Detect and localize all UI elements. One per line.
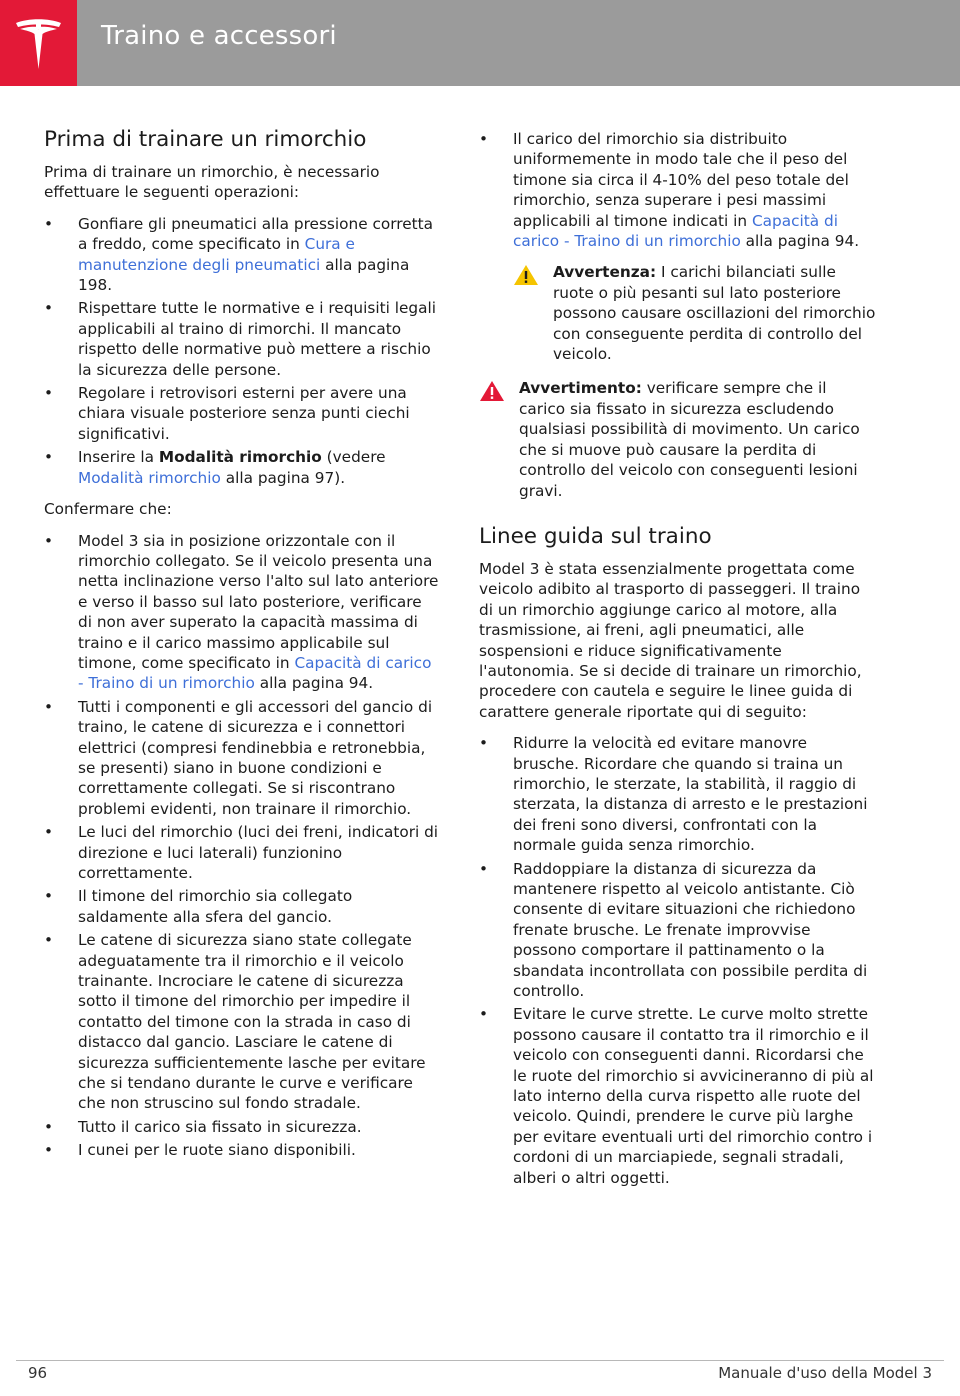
tire-care-link[interactable]: Cura e manutenzione degli pneumatici <box>78 235 355 274</box>
list-item: • Il timone del rimorchio sia collegato saldamente alla sfera del gancio. <box>44 886 439 927</box>
intro-paragraph: Prima di trainare un rimorchio, è necessario effettuare le seguenti operazioni: <box>44 163 380 202</box>
list-item: • Gonfiare gli pneumatici alla pressione corretta a freddo, come specificato in Cura e manutenzione degli pneumatici alla pagina 198. <box>44 214 439 296</box>
load-capacity-link[interactable]: Capacità di carico - Traino di un rimorchio <box>513 211 838 251</box>
list-item: • Tutto il carico sia fissato in sicurezza. <box>44 1117 439 1137</box>
list-item: • Inserire la Modalità rimorchio (vedere Modalità rimorchio alla pagina 97). <box>44 447 439 488</box>
list-item: • I cunei per le ruote siano disponibili. <box>44 1140 439 1160</box>
warning-text: Avvertimento: verificare sempre che il carico sia fissato in sicurezza escludendo qualsiasi possibilità di movimento. Un carico che si muove può causare la perdita di controllo del veicolo con conseguenti lesioni gravi. <box>519 379 860 500</box>
caution-text: Avvertenza: I carichi bilanciati sulle ruote o più pesanti sul lato posteriore possono causare oscillazioni del rimorchio con conseguente perdita di controllo del veicolo. <box>553 263 876 364</box>
confirm-list <box>44 531 439 1161</box>
list-item: • Raddoppiare la distanza di sicurezza da mantenere rispetto al veicolo antistante. Ciò consente di evitare situazioni che richiedono frenate brusche. Le frenate improvvise possono comportare il pattinamento o la sbandata incontrollata con possibile perdita di controllo. <box>479 859 877 1002</box>
brand-logo <box>0 0 77 86</box>
page-title: Traino e accessori <box>101 21 337 51</box>
guidelines-list <box>479 733 877 1188</box>
list-item: • Le catene di sicurezza siano state collegate adeguatamente tra il rimorchio e il veicolo trainante. Incrociare le catene di sicurezza sotto il timone del rimorchio per impedire il contatto del timone con la strada in caso di distacco dal gancio. Lasciare le catene di sicurezza sufficientemente lasche per evitare che si tendano durante le curve e verificare che non struscino sul fondo stradale. <box>44 930 439 1114</box>
list-item: • Model 3 sia in posizione orizzontale con il rimorchio collegato. Se il veicolo presenta una netta inclinazione verso l'alto sul lato anteriore e verso il basso sul lato posteriore, verificare di non aver superato la capacità massima di traino e il carico massimo applicabile sul timone, come specificato in Capacità di carico - Traino di un rimorchio alla pagina 94. <box>44 531 439 694</box>
caution-triangle-icon <box>513 264 539 286</box>
warning-triangle-icon <box>479 380 505 402</box>
tesla-logo-icon <box>14 17 63 71</box>
right-column <box>479 129 877 1199</box>
page-header <box>0 0 960 86</box>
section-heading-towing-guidelines: Linee guida sul traino <box>479 523 712 549</box>
load-capacity-link[interactable]: Capacità di carico - Traino di un rimorchio <box>78 653 432 693</box>
trailer-mode-link[interactable]: Modalità rimorchio <box>78 468 221 487</box>
manual-title: Manuale d'uso della Model 3 <box>718 1364 932 1382</box>
prep-list <box>44 214 439 488</box>
caution-callout <box>513 262 877 364</box>
list-item: • Tutti i componenti e gli accessori del gancio di traino, le catene di sicurezza e i connettori elettrici (compresi fendinebbia e retronebbia, se presenti) siano in buone condizioni e correttamente collegati. Se si riscontrano problemi evidenti, non trainare il rimorchio. <box>44 697 439 819</box>
left-column <box>44 126 439 1172</box>
confirm-label: Confermare che: <box>44 500 172 519</box>
page-number: 96 <box>28 1364 48 1382</box>
confirm-list-continued <box>479 129 877 251</box>
list-item: • Il carico del rimorchio sia distribuito uniformemente in modo tale che il peso del timone sia circa il 4-10% del peso totale del rimorchio, senza superare i pesi massimi applicabili al timone indicati in Capacità di carico - Traino di un rimorchio alla pagina 94. <box>479 129 877 251</box>
footer-divider <box>16 1360 944 1361</box>
list-item: • Rispettare tutte le normative e i requisiti legali applicabili al traino di rimorchi. Il mancato rispetto delle normative può mettere a rischio la sicurezza delle persone. <box>44 298 439 380</box>
warning-callout <box>479 378 877 500</box>
list-item: • Evitare le curve strette. Le curve molto strette possono causare il contatto tra il rimorchio e il veicolo con conseguenti danni. Ricordarsi che le ruote del rimorchio si avvicineranno di più al lato interno della curva rispetto alle ruote del veicolo. Quindi, prendere le curve più larghe per evitare eventuali urti del rimorchio contro i cordoni di un marciapiede, segnali stradali, alberi o altri oggetti. <box>479 1004 877 1188</box>
list-item: • Ridurre la velocità ed evitare manovre brusche. Ricordare che quando si traina un rimorchio, le sterzate, la stabilità, il raggio di sterzata, la distanza di arresto e le prestazioni dei freni sono diversi, confrontati con la normale guida senza rimorchio. <box>479 733 877 855</box>
list-item: • Le luci del rimorchio (luci dei freni, indicatori di direzione e luci laterali) funzionino correttamente. <box>44 822 439 883</box>
list-item: • Regolare i retrovisori esterni per avere una chiara visuale posteriore senza punti ciechi significativi. <box>44 383 439 444</box>
guidelines-paragraph: Model 3 è stata essenzialmente progettata come veicolo adibito al trasporto di passeggeri. Il traino di un rimorchio aggiunge carico al motore, alla trasmissione, ai freni, agli pneumatici, alle sospensioni e riduce significativamente l'autonomia. Se si decide di trainare un rimorchio, procedere con cautela e seguire le linee guida di carattere generale riportate qui di seguito: <box>479 559 862 721</box>
section-heading-before-towing: Prima di trainare un rimorchio <box>44 127 367 152</box>
